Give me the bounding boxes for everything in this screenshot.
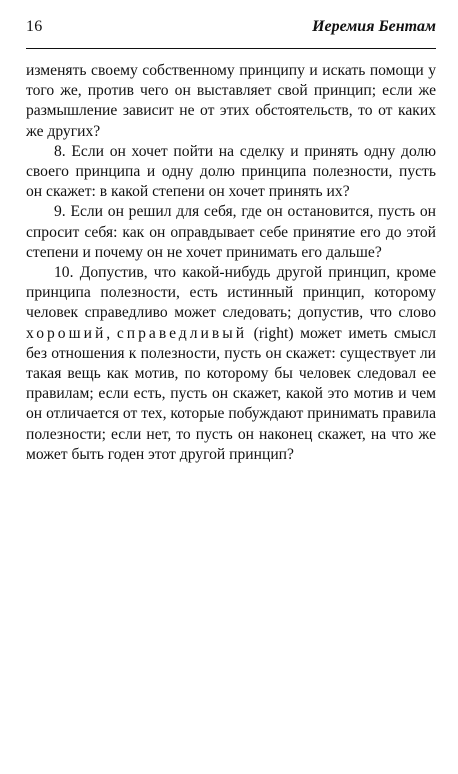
paragraph-10-before: 10. Допустив, что какой-нибудь другой принцип, кроме принципа полезности, есть истинный принцип, которому человек справедливо может следовать; допустив, что слово — [26, 264, 436, 322]
word-khoroshiy: хороший — [26, 324, 107, 342]
paragraph-continuation: изменять своему собственному принципу и искать помощи у того же, против чего он выставляет свой принцип; если же размышление зависит не от этих обстоятельств, то от каких же других? — [26, 62, 436, 140]
page-header — [26, 18, 436, 44]
paragraph-10 — [26, 263, 436, 465]
paragraph-8: 8. Если он хочет пойти на сделку и принять одну долю своего принципа и одну долю принципа полезности, пусть он скажет: в какой степени он хочет принять их? — [26, 142, 436, 201]
page-number: 16 — [26, 18, 43, 35]
running-head: Иеремия Бентам — [312, 18, 436, 35]
header-rule — [26, 48, 436, 49]
paragraph-9: 9. Если он решил для себя, где он остановится, пусть он спросит себя: как он оправдывает себе принятие его до этой степени и почему он не хочет принимать его дальше? — [26, 203, 436, 261]
body-text — [26, 61, 436, 465]
word-separator: , — [106, 324, 117, 342]
word-spravedlivyy: справедливый — [116, 324, 248, 342]
paragraph-10-after: (right) может иметь смысл без отношения к полезности, пусть он скажет: существует ли такая вещь как мотив, по которому бы человек следовал ее правилам; если есть, пусть он скажет, какой это мотив и чем он отличается от тех, которые побуждают принимать правила полезности; если нет, то пусть он наконец скажет, на что же может быть годен этот другой принцип? — [26, 324, 437, 463]
